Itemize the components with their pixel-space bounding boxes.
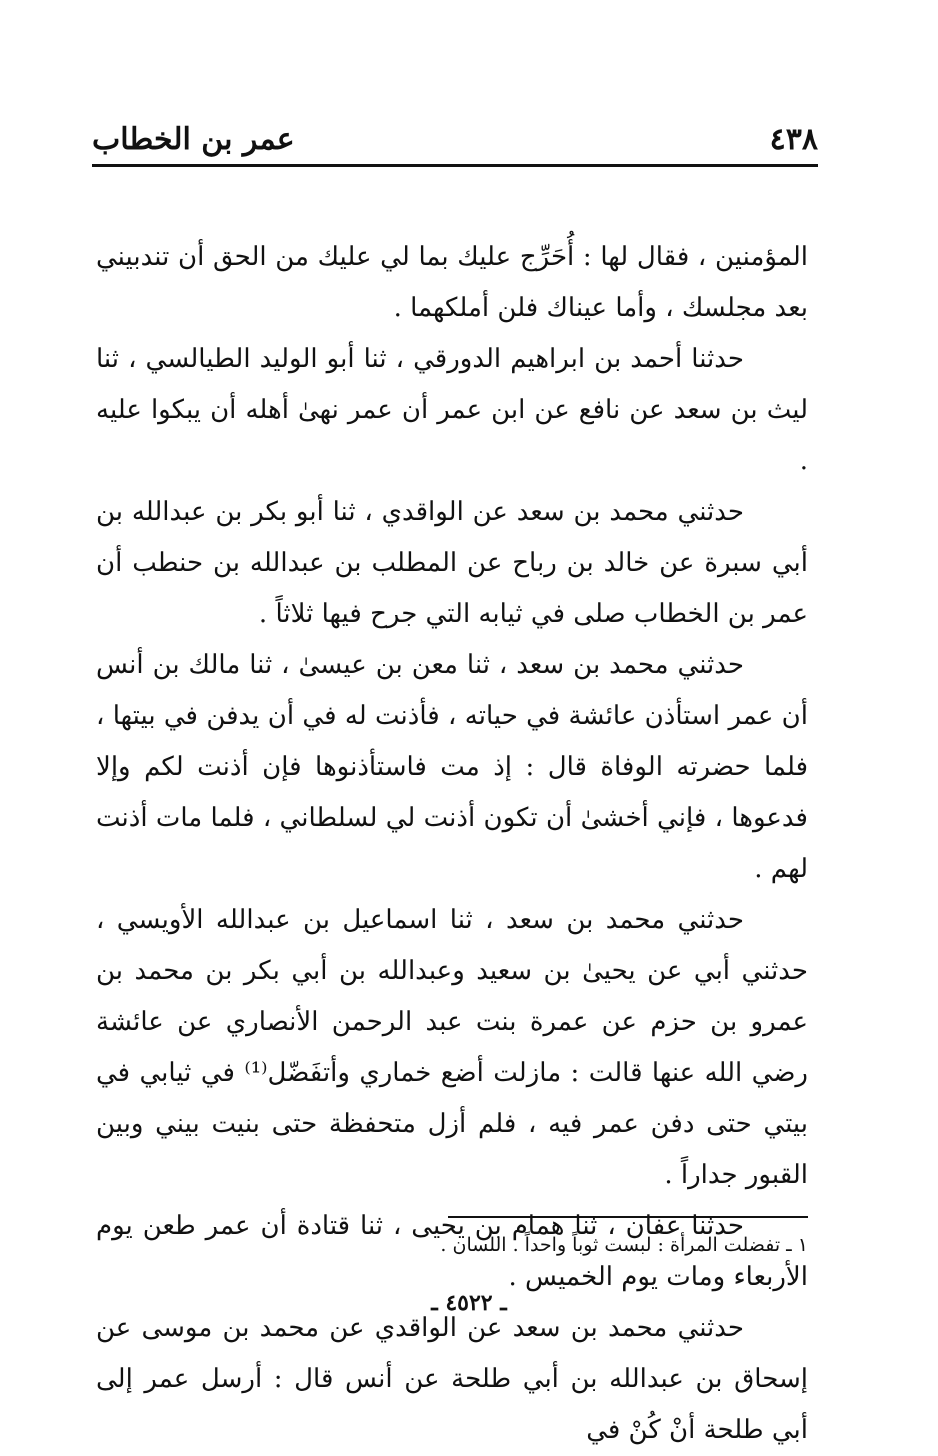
paragraph: حدثنا أحمد بن ابراهيم الدورقي ، ثنا أبو الوليد الطيالسي ، ثنا ليث بن سعد عن نافع عن ابن عمر أن عمر نهىٰ أهله أن يبكوا عليه .	[96, 344, 808, 476]
paragraph: حدثني محمد بن سعد عن الواقدي عن محمد بن موسى عن إسحاق بن عبدالله بن أبي طلحة عن أنس قال : أرسل عمر إلى أبي طلحة أنْ كُنْ في	[96, 1313, 808, 1445]
paragraph: حدثنا عفان ، ثنا همام بن يحيى ، ثنا قتادة أن عمر طعن يوم الأربعاء ومات يوم الخميس .	[96, 1211, 808, 1292]
header-rule	[92, 164, 818, 167]
footnote: ١ ـ تفضلت المرأة : لبست ثوباً واحداً . اللسان .	[440, 1234, 808, 1256]
folio-number: ـ ٤٥٢٢ ـ	[431, 1290, 507, 1316]
body-text	[96, 232, 808, 1456]
running-header	[92, 118, 818, 164]
paragraph: حدثني محمد بن سعد ، ثنا معن بن عيسىٰ ، ثنا مالك بن أنس أن عمر استأذن عائشة في حياته ، فأذنت له في أن يدفن في بيتها ، فلما حضرته الوفاة قال : إذ مت فاستأذنوها فإن أذنت لكم وإلا فدعوها ، فإني أخشىٰ أن تكون أذنت لي لسلطاني ، فلما مات أذنت لهم .	[96, 650, 808, 884]
paragraph: حدثني محمد بن سعد ، ثنا اسماعيل بن عبدالله الأويسي ، حدثني أبي عن يحيىٰ بن سعيد وعبدالله بن أبي بكر بن محمد بن عمرو بن حزم عن عمرة بنت عبد الرحمن الأنصاري عن عائشة رضي الله عنها قالت : مازلت أضع خماري وأتفَضّل⁽¹⁾ في ثيابي في بيتي حتى دفن عمر فيه ، فلم أزل متحفظة حتى بنيت بيني وبين القبور جداراً .	[96, 905, 808, 1190]
paragraph: المؤمنين ، فقال لها : أُحَرِّج عليك بما لي عليك من الحق أن تندبيني بعد مجلسك ، وأما عيناك فلن أملكهما .	[96, 242, 808, 323]
paragraph: حدثني محمد بن سعد عن الواقدي ، ثنا أبو بكر بن عبدالله بن أبي سبرة عن خالد بن رباح عن المطلب بن عبدالله بن حنطب أن عمر بن الخطاب صلى في ثيابه التي جرح فيها ثلاثاً .	[96, 497, 808, 629]
page-number: ٤٣٨	[769, 122, 818, 157]
footnote-rule	[448, 1216, 808, 1218]
running-title: عمر بن الخطاب	[92, 122, 295, 157]
